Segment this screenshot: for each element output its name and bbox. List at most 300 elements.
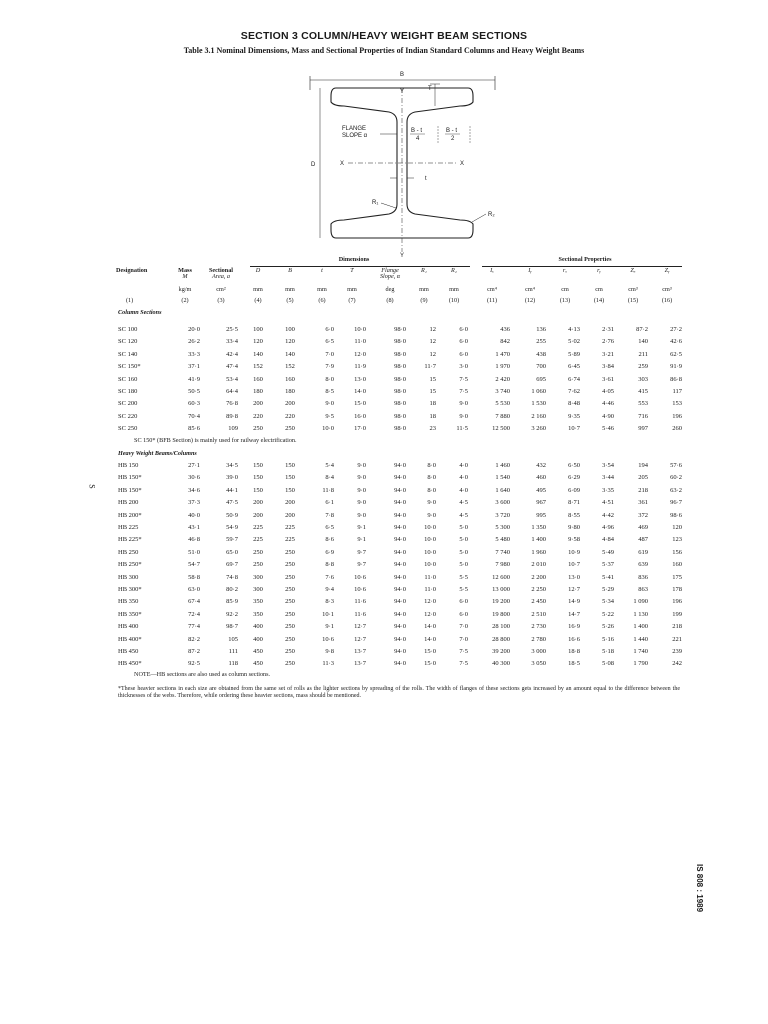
table-cell: 60·2 (670, 474, 682, 482)
table-cell: 5·0 (459, 536, 468, 544)
table-cell: 460 (536, 474, 546, 482)
table-cell: 94·0 (394, 623, 406, 631)
table-cell: 3·61 (602, 375, 614, 383)
table-cell: 120 (672, 524, 682, 531)
table-cell: 3 600 (495, 499, 510, 507)
table-cell: 74·8 (226, 573, 238, 581)
table-cell: 4·5 (459, 499, 468, 507)
table-cell: 5 530 (495, 400, 510, 408)
dim-B-label: B (400, 72, 405, 78)
table-cell: 153 (672, 400, 682, 408)
standard-code: IS 808 : 1989 (695, 864, 704, 913)
table-cell: 250 (253, 425, 263, 433)
table-cell: 5·16 (602, 635, 614, 643)
table-cell: 92·5 (188, 660, 200, 668)
table-cell: 10·7 (568, 561, 580, 569)
table-cell: 5·34 (602, 598, 614, 606)
table-cell: 14·0 (354, 388, 366, 395)
table-cell: 12·7 (354, 623, 366, 631)
table-cell: 92·2 (226, 610, 238, 618)
table-cell: 60·3 (188, 400, 200, 408)
col-header-2: Mass (178, 267, 192, 274)
table-cell: 94·0 (394, 573, 406, 581)
table-cell: 8·8 (325, 561, 334, 569)
table-cell: 12 (429, 350, 436, 358)
table-cell: 218 (638, 486, 648, 494)
table-cell: 2 780 (531, 635, 546, 643)
row-designation: SC 140 (118, 350, 138, 358)
col-header-unit-11: cm⁴ (487, 286, 497, 293)
table-cell: 11·7 (424, 363, 436, 371)
table-cell: 12·7 (568, 586, 580, 593)
table-title: Table 3.1 Nominal Dimensions, Mass and Sectional Properties of Indian Standard Columns and Heavy Weight Beams (183, 46, 585, 55)
table-cell: 152 (253, 363, 263, 371)
table-cell: 5·02 (568, 338, 580, 346)
col-header-num-14: (14) (593, 297, 605, 304)
axis-Y-bottom: Y (400, 253, 405, 258)
table-cell: 94·0 (394, 511, 406, 519)
table-cell: 3·84 (602, 363, 614, 371)
table-cell: 109 (228, 425, 238, 433)
table-cell: 140 (638, 338, 648, 346)
row-designation: HB 350* (118, 610, 142, 618)
row-designation: HB 300* (118, 586, 142, 593)
col-header-num-6: (6) (318, 297, 326, 304)
table-cell: 1 060 (531, 388, 546, 395)
table-cell: 34·6 (188, 486, 200, 494)
table-cell: 14·7 (568, 610, 580, 618)
col-header-num-1: (1) (126, 297, 134, 304)
table-cell: 205 (638, 474, 648, 482)
table-cell: 250 (253, 561, 263, 569)
col-header-unit-6: mm (317, 286, 327, 293)
table-cell: 250 (285, 635, 295, 643)
table-cell: 94·0 (394, 648, 406, 655)
table-cell: 3 000 (531, 648, 546, 655)
col-header-num-15: (15) (627, 297, 639, 304)
section-title-heavy-weight: Heavy Weight Beams/Columns (118, 450, 197, 457)
col-header-unit-15: cm³ (628, 286, 638, 293)
table-cell: 7·0 (325, 350, 334, 358)
row-designation: SC 160 (118, 375, 138, 383)
table-cell: 18·5 (568, 660, 580, 668)
table-cell: 255 (536, 338, 546, 346)
table-cell: 6·0 (459, 610, 468, 618)
table-cell: 13 000 (492, 586, 510, 593)
table-cell: 118 (228, 660, 238, 668)
table-cell: 72·4 (188, 610, 200, 618)
table-cell: 18 (429, 400, 436, 408)
table-cell: 87·2 (188, 648, 200, 655)
row-designation: SC 150* (118, 363, 141, 371)
table-cell: 62·5 (670, 350, 682, 358)
table-cell: 111 (228, 648, 238, 655)
table-cell: 53·4 (226, 375, 238, 383)
table-cell: 43·1 (188, 524, 200, 531)
table-cell: 19 200 (492, 598, 510, 606)
table-cell: 415 (638, 388, 648, 395)
table-cell: 94·0 (394, 635, 406, 643)
table-cell: 2·31 (602, 326, 614, 333)
col-header-num-5: (5) (286, 297, 294, 304)
table-cell: 94·0 (394, 610, 406, 618)
table-cell: 27·1 (188, 462, 200, 469)
table-cell: 44·1 (226, 486, 238, 494)
col-header-unit-7: mm (347, 286, 357, 293)
col-header-num-11: (11) (486, 297, 498, 304)
table-cell: 196 (672, 598, 682, 606)
bt-half-label: B - t (446, 128, 458, 134)
bt-quarter-denominator: 4 (416, 136, 420, 142)
table-cell: 13·0 (568, 573, 580, 581)
table-cell: 10·6 (354, 573, 366, 581)
table-cell: 6·0 (459, 338, 468, 346)
table-cell: 160 (672, 561, 682, 569)
table-cell: 25·5 (226, 326, 238, 333)
table-cell: 136 (536, 326, 546, 333)
table-cell: 9·4 (325, 586, 334, 593)
table-cell: 9·0 (459, 400, 468, 408)
table-cell: 98·0 (394, 425, 406, 433)
table-cell: 250 (285, 648, 295, 655)
col-header-1: Designation (116, 267, 148, 274)
table-cell: 1 130 (633, 610, 648, 618)
table-cell: 98·0 (394, 350, 406, 358)
col-header-unit-13: cm (561, 286, 569, 293)
table-cell: 250 (285, 548, 295, 556)
table-cell: 9·0 (357, 474, 366, 482)
table-cell: 4·84 (602, 536, 614, 544)
table-cell: 13·7 (354, 660, 366, 668)
table-cell: 432 (536, 462, 546, 469)
table-cell: 120 (285, 338, 295, 346)
table-cell: 1 530 (531, 400, 546, 408)
table-cell: 82·2 (188, 635, 200, 643)
bt-half-denominator: 2 (451, 136, 455, 142)
table-cell: 150 (285, 462, 295, 469)
table-cell: 225 (285, 536, 295, 544)
table-cell: 67·4 (188, 598, 200, 606)
table-cell: 5·41 (602, 573, 614, 581)
table-cell: 33·3 (188, 350, 200, 358)
table-cell: 7·62 (568, 388, 580, 395)
table-cell: 3·54 (602, 462, 614, 469)
edge-mark: S (87, 484, 97, 489)
table-cell: 5·5 (459, 586, 468, 593)
table-cell: 98·0 (394, 400, 406, 408)
radius-R2-label: R₂ (488, 212, 495, 218)
table-cell: 250 (285, 561, 295, 569)
table-cell: 200 (253, 511, 263, 519)
table-cell: 5·89 (568, 350, 580, 358)
table-cell: 120 (253, 338, 263, 346)
table-cell: 1 470 (495, 350, 510, 358)
table-cell: 94·0 (394, 486, 406, 494)
table-cell: 98·0 (394, 412, 406, 420)
table-cell: 8·5 (325, 388, 334, 395)
table-cell: 436 (500, 326, 510, 333)
table-cell: 9·8 (325, 648, 334, 655)
table-cell: 16·0 (354, 412, 366, 420)
table-cell: 12 (429, 326, 436, 333)
table-cell: 4·05 (602, 388, 614, 395)
table-cell: 2 200 (531, 573, 546, 581)
table-cell: 225 (253, 536, 263, 544)
col-header-5: B (288, 267, 292, 274)
table-cell: 3 050 (531, 660, 546, 668)
table-cell: 63·2 (670, 486, 682, 494)
table-cell: 40·0 (188, 511, 200, 519)
row-designation: HB 150 (118, 462, 139, 469)
table-cell: 4·90 (602, 412, 614, 420)
table-cell: 1 640 (495, 486, 510, 494)
table-cell: 10·1 (322, 610, 334, 618)
table-cell: 40 300 (492, 660, 510, 668)
table-cell: 2 010 (531, 561, 546, 569)
table-cell: 1 540 (495, 474, 510, 482)
table-cell: 28 100 (492, 623, 510, 631)
table-cell: 8·0 (427, 486, 436, 494)
table-cell: 6·5 (325, 338, 334, 346)
table-cell: 3·21 (602, 350, 614, 358)
table-cell: 8·55 (568, 511, 580, 519)
table-cell: 1 790 (633, 660, 648, 668)
axis-X-left: X (340, 161, 345, 167)
table-cell: 94·0 (394, 660, 406, 668)
col-header-8: Flange (381, 267, 399, 274)
table-cell: 250 (285, 573, 295, 581)
col-header-16: Zᵧ (664, 267, 670, 274)
table-cell: 42·4 (226, 350, 238, 358)
table-cell: 6·45 (568, 363, 580, 371)
table-cell: 94·0 (394, 586, 406, 593)
table-cell: 11·5 (456, 425, 468, 433)
table-cell: 37·3 (188, 499, 200, 507)
row-designation: HB 150* (118, 486, 142, 494)
table-cell: 196 (672, 412, 682, 420)
table-cell: 27·2 (670, 326, 682, 333)
table-cell: 156 (672, 548, 682, 556)
table-cell: 9·1 (357, 536, 366, 544)
table-cell: 194 (638, 462, 648, 469)
table-cell: 70·4 (188, 412, 200, 420)
table-cell: 10·0 (354, 326, 366, 333)
radius-R1-label: R₁ (372, 200, 379, 206)
table-cell: 98·7 (226, 623, 238, 631)
table-cell: 150 (253, 462, 263, 469)
row-designation: HB 350 (118, 598, 139, 606)
table-cell: 1 400 (633, 623, 648, 631)
table-cell: 98·0 (394, 388, 406, 395)
table-cell: 303 (638, 375, 648, 383)
table-cell: 10·7 (568, 425, 580, 433)
axis-X-right: X (460, 161, 465, 167)
table-cell: 7 880 (495, 412, 510, 420)
table-cell: 260 (672, 425, 682, 433)
table-cell: 9·1 (357, 524, 366, 531)
section2-note: NOTE—HB sections are also used as column sections. (134, 671, 271, 678)
dim-T-label: T (428, 86, 432, 92)
axis-Y-top: Y (400, 89, 405, 95)
table-cell: 12·7 (354, 635, 366, 643)
table-cell: 8·3 (325, 598, 334, 606)
table-cell: 14·0 (424, 635, 436, 643)
table-cell: 96·7 (670, 499, 682, 507)
table-cell: 8·6 (325, 536, 334, 544)
table-cell: 11·9 (354, 363, 366, 371)
col-header-num-13: (13) (559, 297, 571, 304)
col-header-10: R₂ (451, 267, 457, 274)
table-cell: 150 (285, 486, 295, 494)
table-cell: 4·96 (602, 524, 614, 531)
table-cell: 8·0 (427, 474, 436, 482)
table-cell: 700 (536, 363, 546, 371)
col-header-sym-3: Area, a (212, 273, 230, 280)
col-header-unit-14: cm (595, 286, 603, 293)
table-cell: 450 (253, 648, 263, 655)
table-cell: 59·7 (226, 536, 238, 544)
col-header-num-10: (10) (448, 297, 460, 304)
table-cell: 9·0 (459, 412, 468, 420)
table-cell: 16·9 (568, 623, 580, 631)
table-cell: 87·2 (636, 326, 648, 333)
table-cell: 28 800 (492, 635, 510, 643)
table-cell: 8·4 (325, 474, 334, 482)
table-cell: 5·5 (459, 573, 468, 581)
table-cell: 11·0 (354, 338, 366, 346)
table-cell: 117 (672, 388, 682, 395)
col-header-sym-8: Slope, α (379, 273, 401, 280)
col-header-num-9: (9) (420, 297, 428, 304)
table-cell: 37·1 (188, 363, 200, 371)
table-cell: 47·4 (226, 363, 238, 371)
table-cell: 34·5 (226, 462, 238, 469)
table-cell: 152 (285, 363, 295, 371)
table-cell: 85·9 (226, 598, 238, 606)
table-cell: 8·71 (568, 499, 580, 507)
table-cell: 3 740 (495, 388, 510, 395)
row-designation: HB 300 (118, 573, 139, 581)
col-header-6: t (321, 267, 323, 274)
table-cell: 10·6 (322, 635, 334, 643)
col-header-num-16: (16) (661, 297, 673, 304)
table-cell: 695 (536, 375, 546, 383)
table-cell: 200 (285, 511, 295, 519)
table-cell: 100 (253, 326, 263, 333)
table-cell: 487 (638, 536, 648, 544)
table-cell: 7·5 (459, 648, 468, 655)
table-cell: 218 (672, 623, 682, 631)
table-cell: 94·0 (394, 499, 406, 507)
table-cell: 175 (672, 573, 682, 581)
table-cell: 39·0 (226, 474, 238, 482)
table-cell: 619 (638, 548, 648, 556)
table-cell: 105 (228, 635, 238, 643)
table-cell: 12 (429, 338, 436, 346)
table-cell: 438 (536, 350, 546, 358)
table-cell: 12·0 (424, 610, 436, 618)
table-cell: 15·0 (424, 648, 436, 655)
table-cell: 9·0 (427, 499, 436, 507)
table-cell: 716 (638, 412, 648, 420)
table-cell: 9·0 (357, 511, 366, 519)
table-cell: 13·0 (354, 375, 366, 383)
table-cell: 211 (638, 350, 648, 358)
table-cell: 11·0 (424, 586, 436, 593)
col-header-unit-9: mm (419, 286, 429, 293)
col-header-unit-16: cm³ (662, 286, 672, 293)
table-cell: 14·0 (424, 623, 436, 631)
table-cell: 8·48 (568, 400, 580, 408)
table-cell: 553 (638, 400, 648, 408)
table-cell: 12·0 (354, 350, 366, 358)
table-cell: 98·6 (670, 511, 682, 519)
col-header-sym-2: M (182, 273, 188, 280)
table-cell: 150 (285, 474, 295, 482)
table-cell: 6·74 (568, 375, 580, 383)
table-cell: 9·0 (357, 486, 366, 494)
table-cell: 98·0 (394, 338, 406, 346)
table-cell: 4·0 (459, 462, 468, 469)
table-cell: 639 (638, 561, 648, 569)
table-cell: 5 480 (495, 536, 510, 544)
table-cell: 5·18 (602, 648, 614, 655)
col-header-13: rₓ (562, 267, 568, 274)
table-cell: 5·49 (602, 548, 614, 556)
col-header-num-2: (2) (181, 297, 189, 304)
table-cell: 9·0 (427, 511, 436, 519)
row-designation: SC 220 (118, 412, 138, 420)
table-cell: 863 (638, 586, 648, 593)
table-cell: 2 730 (531, 623, 546, 631)
table-cell: 250 (285, 660, 295, 668)
table-cell: 94·0 (394, 548, 406, 556)
table-cell: 9·5 (325, 412, 334, 420)
table-cell: 225 (285, 524, 295, 531)
table-cell: 180 (285, 388, 295, 395)
table-cell: 6·0 (459, 326, 468, 333)
table-cell: 5·0 (459, 524, 468, 531)
table-cell: 65·0 (226, 548, 238, 556)
group-header-sectional-properties: Sectional Properties (558, 256, 612, 263)
table-cell: 7·6 (325, 573, 334, 581)
table-cell: 7·8 (325, 511, 334, 519)
table-cell: 3·35 (602, 486, 614, 494)
table-cell: 4·5 (459, 511, 468, 519)
table-cell: 199 (672, 610, 682, 618)
table-cell: 9·0 (357, 499, 366, 507)
table-cell: 11·0 (424, 573, 436, 581)
table-cell: 94·0 (394, 561, 406, 569)
table-cell: 11·3 (322, 660, 334, 668)
col-header-unit-3: cm² (216, 286, 226, 293)
table-cell: 98·0 (394, 326, 406, 333)
table-cell: 200 (285, 499, 295, 507)
table-cell: 150 (253, 474, 263, 482)
group-header-dimensions: Dimensions (338, 256, 370, 263)
table-cell: 9·0 (357, 462, 366, 469)
table-cell: 58·8 (188, 573, 200, 581)
table-cell: 250 (285, 425, 295, 433)
table-cell: 10·0 (424, 536, 436, 544)
i-beam-diagram (300, 66, 530, 258)
table-cell: 94·0 (394, 598, 406, 606)
col-header-num-4: (4) (254, 297, 262, 304)
table-cell: 6·29 (568, 474, 580, 482)
row-designation: HB 400 (118, 623, 139, 631)
table-cell: 94·0 (394, 474, 406, 482)
table-cell: 100 (285, 326, 295, 333)
